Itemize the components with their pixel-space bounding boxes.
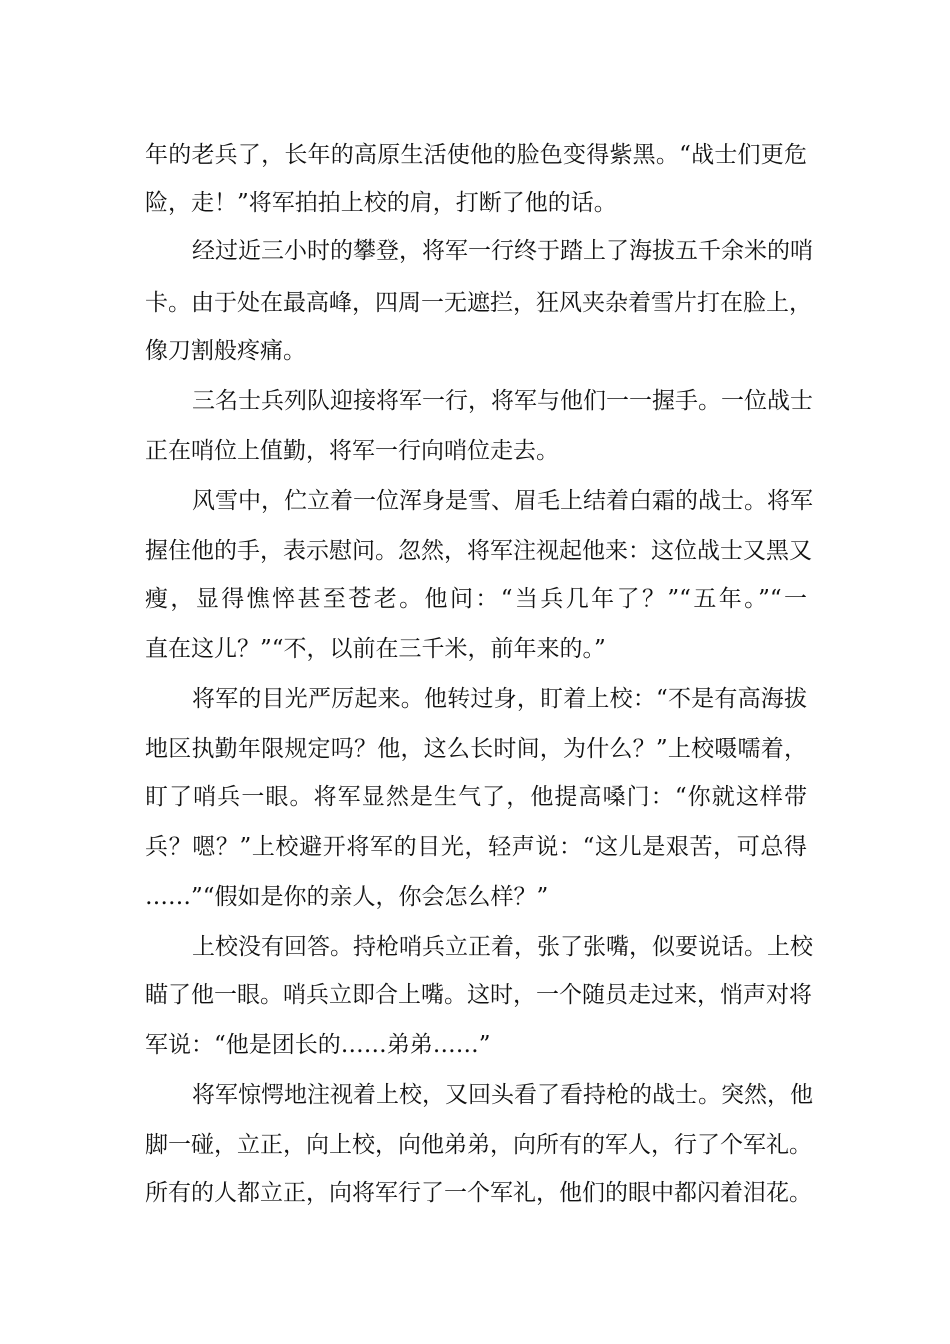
text-line: 瞄了他一眼。哨兵立即合上嘴。这时，一个随员走过来，悄声对将 [145,982,812,1008]
text-line: 盯了哨兵一眼。将军显然是生气了，他提高嗓门：“你就这样带 [145,784,807,810]
text-line: 瘦，显得憔悴甚至苍老。他问：“当兵几年了？”“五年。”“一 [145,586,807,612]
text-line: 握住他的手，表示慰问。忽然，将军注视起他来：这位战士又黑又 [145,538,812,564]
text-line: 地区执勤年限规定吗？他，这么长时间，为什么？”上校嗫嚅着， [145,736,807,762]
text-line: 正在哨位上值勤，将军一行向哨位走去。 [145,438,559,464]
text-line: ……”“假如是你的亲人，你会怎么样？” [145,884,549,910]
text-line: 将军的目光严厉起来。他转过身，盯着上校：“不是有高海拔 [192,686,807,712]
text-line: 军说：“他是团长的……弟弟……” [145,1032,491,1058]
text-line: 三名士兵列队迎接将军一行，将军与他们一一握手。一位战士 [192,388,813,414]
text-line: 像刀割般疼痛。 [145,338,306,364]
text-line: 直在这儿？”“不，以前在三千米，前年来的。” [145,636,606,662]
text-line: 上校没有回答。持枪哨兵立正着，张了张嘴，似要说话。上校 [192,934,813,960]
text-line: 卡。由于处在最高峰，四周一无遮拦，狂风夹杂着雪片打在脸上， [145,290,812,316]
text-line: 脚一碰，立正，向上校，向他弟弟，向所有的军人，行了个军礼。 [145,1132,812,1158]
text-line: 兵？嗯？”上校避开将军的目光，轻声说：“这儿是艰苦，可总得 [145,834,807,860]
text-line: 年的老兵了，长年的高原生活使他的脸色变得紫黑。“战士们更危 [145,142,807,168]
text-line: 将军惊愕地注视着上校，又回头看了看持枪的战士。突然，他 [192,1082,813,1108]
text-line: 风雪中，伫立着一位浑身是雪、眉毛上结着白霜的战士。将军 [192,488,813,514]
text-line: 经过近三小时的攀登，将军一行终于踏上了海拔五千余米的哨 [192,238,813,264]
text-line: 所有的人都立正，向将军行了一个军礼，他们的眼中都闪着泪花。 [145,1180,812,1206]
text-line: 险，走！”将军拍拍上校的肩，打断了他的话。 [145,190,617,216]
